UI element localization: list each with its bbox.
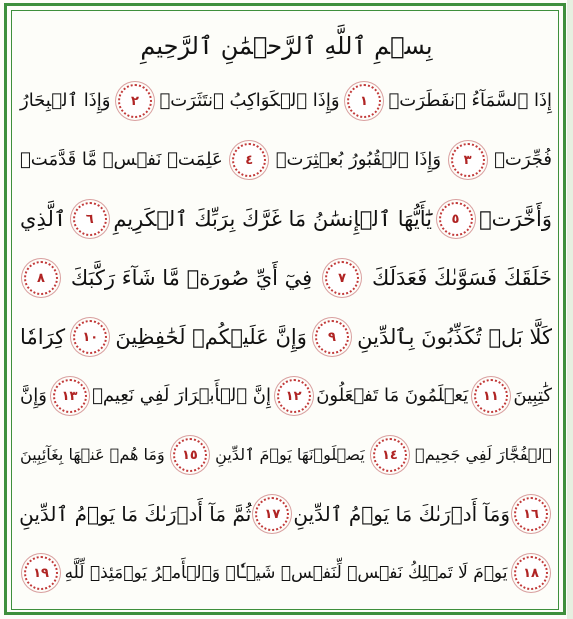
verse-text-segment: وَمَا هُمۡ عَنۡهَا بِغَآئِبِينَ xyxy=(20,445,165,464)
verse-text-segment: كَٰتِبِينَ xyxy=(513,385,552,406)
verse-text-segment: ثُمَّ مَآ أَدۡرَىٰكَ مَا يَوۡمُ ٱلدِّينِ xyxy=(19,502,252,526)
verse-text-segment: إِذَا ٱلسَّمَآءُ ٱنفَطَرَتۡ xyxy=(388,90,552,111)
verse-text-segment: ٱلۡفُجَّارَ لَفِي جَحِيمٖ xyxy=(415,445,552,464)
verse-text-segment: كِرَامٗا xyxy=(20,325,66,349)
verse-text-segment: فُجِّرَتۡ xyxy=(494,149,552,170)
verse-text-segment: إِنَّ ٱلۡأَبۡرَارَ لَفِي نَعِيمٖ xyxy=(92,385,272,406)
ayah-number-marker: ١ xyxy=(347,84,381,118)
ayah-number-marker: ٢ xyxy=(118,84,152,118)
verse-text-segment: يَعۡلَمُونَ مَا تَفۡعَلُونَ xyxy=(316,385,469,406)
ayah-number-marker: ٥ xyxy=(439,202,473,236)
verse-line-2 xyxy=(20,137,552,183)
basmala-heading: بِسۡمِ ٱللَّهِ ٱلرَّحۡمَٰنِ ٱلرَّحِيمِ xyxy=(140,32,433,60)
ayah-number-marker: ١٥ xyxy=(173,438,207,472)
verse-text-segment: وَإِنَّ عَلَيۡكُمۡ لَحَٰفِظِينَ xyxy=(115,325,307,349)
verse-text-segment: وَمَآ أَدۡرَىٰكَ مَا يَوۡمُ ٱلدِّينِ xyxy=(293,502,510,526)
ayah-number-marker: ٨ xyxy=(24,261,58,295)
verse-text-segment: وَإِذَا ٱلۡبِحَارُ xyxy=(20,90,111,111)
page-edge-strip xyxy=(567,0,573,619)
ayah-number-marker: ٦ xyxy=(73,202,107,236)
ayah-number-marker: ٣ xyxy=(451,143,485,177)
verse-text-segment: ٱلَّذِي xyxy=(20,207,67,231)
verse-line-1 xyxy=(20,78,552,124)
verse-text-segment: فِيٓ أَيِّ صُورَةٖ مَّا شَآءَ رَكَّبَكَ xyxy=(70,266,313,290)
verse-line-4 xyxy=(20,255,552,301)
ayah-number-marker: ١١ xyxy=(474,379,508,413)
verse-text-segment: عَلِمَتۡ نَفۡسٞ مَّا قَدَّمَتۡ xyxy=(20,149,223,170)
ayah-number-marker: ١٣ xyxy=(53,379,87,413)
verse-text-segment: يَصۡلَوۡنَهَا يَوۡمَ ٱلدِّينِ xyxy=(215,445,365,464)
verse-line-9 xyxy=(20,550,552,596)
ayah-number-marker: ١٦ xyxy=(514,497,548,531)
verse-line-8 xyxy=(20,491,552,537)
ayah-number-marker: ١٨ xyxy=(514,556,548,590)
verse-text-segment: يَوۡمَ لَا تَمۡلِكُ نَفۡسٞ لِّنَفۡسٖ شَيۡـٔٗاۖ وَٱلۡأَمۡرُ يَوۡمَئِذٖ لِّلَّهِ xyxy=(64,563,508,583)
verse-text-segment: يَٰٓأَيُّهَا ٱلۡإِنسَٰنُ مَا غَرَّكَ بِرَبِّكَ ٱلۡكَرِيمِ xyxy=(113,207,432,231)
ayah-number-marker: ١٩ xyxy=(24,556,58,590)
verse-text-segment: وَإِذَا ٱلۡقُبُورُ بُعۡثِرَتۡ xyxy=(275,149,442,170)
ayah-number-marker: ١٢ xyxy=(277,379,311,413)
ayah-number-marker: ٧ xyxy=(325,261,359,295)
verse-text-segment: كَلَّا بَلۡ تُكَذِّبُونَ بِٱلدِّينِ xyxy=(357,325,552,349)
verse-line-7 xyxy=(20,432,552,478)
ayah-number-marker: ١٠ xyxy=(73,320,107,354)
ayah-number-marker: ٤ xyxy=(232,143,266,177)
verse-text-segment: وَأَخَّرَتۡ xyxy=(479,207,552,231)
ayah-number-marker: ١٧ xyxy=(255,497,289,531)
verse-text-segment: وَإِنَّ xyxy=(20,385,47,406)
verse-line-5 xyxy=(20,314,552,360)
verse-line-3 xyxy=(20,196,552,242)
ayah-number-marker: ٩ xyxy=(315,320,349,354)
verse-text-segment: خَلَقَكَ فَسَوَّىٰكَ فَعَدَلَكَ xyxy=(371,266,552,290)
verse-text-segment: وَإِذَا ٱلۡكَوَاكِبُ ٱنتَثَرَتۡ xyxy=(159,90,340,111)
verse-line-6 xyxy=(20,373,552,419)
ayah-number-marker: ١٤ xyxy=(373,438,407,472)
